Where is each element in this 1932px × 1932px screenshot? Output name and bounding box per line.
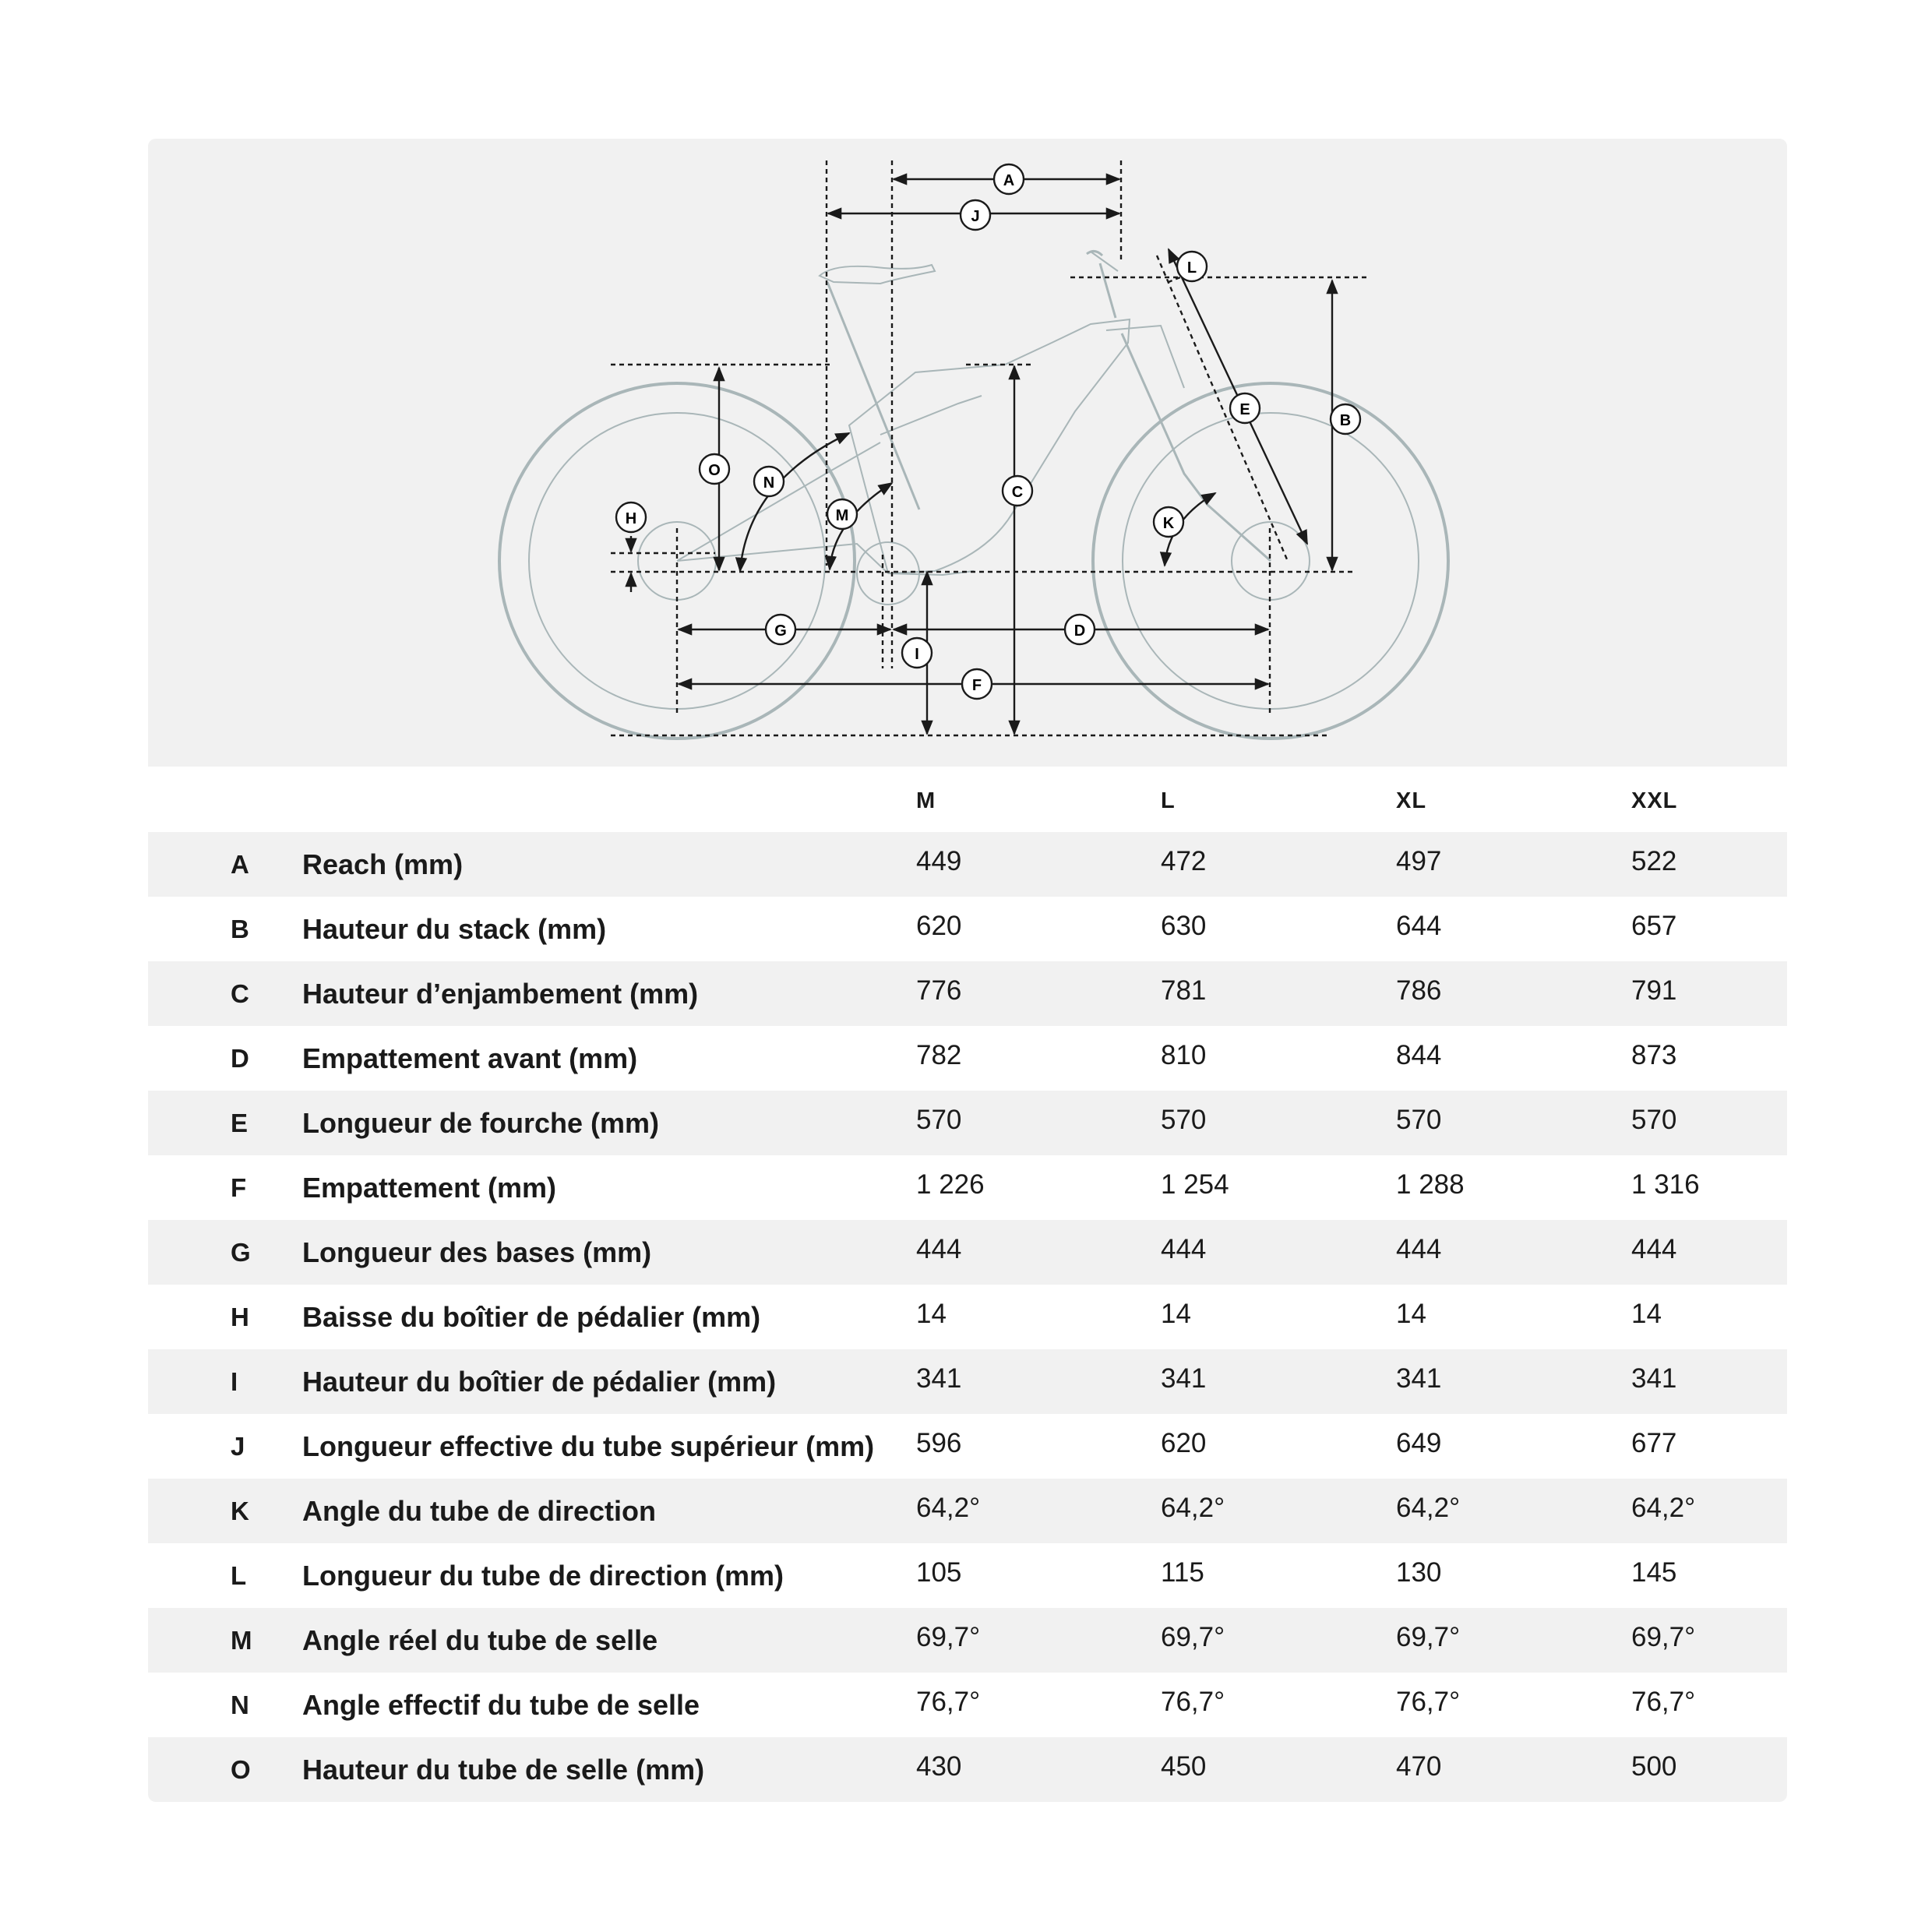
row-label: Hauteur du tube de selle (mm): [302, 1754, 705, 1786]
svg-text:D: D: [1074, 622, 1086, 640]
row-value: 782: [916, 1040, 962, 1070]
row-value: 444: [1161, 1234, 1207, 1264]
row-value: 620: [1161, 1428, 1207, 1458]
row-label: Reach (mm): [302, 848, 464, 880]
svg-text:F: F: [971, 677, 982, 694]
row-value: 130: [1396, 1557, 1442, 1588]
row-letter: K: [231, 1497, 249, 1525]
row-value: 810: [1161, 1040, 1207, 1070]
geometry-table: [148, 767, 1787, 1802]
row-value: 620: [916, 911, 962, 941]
row-letter: O: [231, 1755, 251, 1784]
row-value: 649: [1396, 1428, 1442, 1458]
row-value: 430: [916, 1751, 962, 1782]
row-value: 570: [1161, 1105, 1207, 1135]
row-value: 786: [1396, 975, 1442, 1006]
marker-b: [1331, 404, 1360, 434]
row-label: Angle du tube de direction: [302, 1495, 657, 1527]
bike-silhouette: [499, 251, 1448, 739]
row-value: 596: [916, 1428, 962, 1458]
table-header: [148, 767, 1787, 832]
svg-text:N: N: [763, 474, 775, 492]
row-value: 76,7°: [1396, 1687, 1461, 1717]
row-value: 1 226: [916, 1169, 985, 1200]
row-letter: D: [231, 1044, 249, 1073]
row-value: 115: [1161, 1557, 1204, 1588]
column-header: M: [916, 788, 936, 813]
marker-m: [827, 499, 857, 529]
table-row: [148, 1737, 1787, 1802]
row-label: Longueur de fourche (mm): [302, 1107, 659, 1139]
row-label: Hauteur du stack (mm): [302, 913, 607, 945]
row-value: 570: [1396, 1105, 1442, 1135]
table-row: [148, 832, 1787, 897]
table-row: [148, 897, 1787, 961]
row-value: 657: [1631, 911, 1677, 941]
marker-c: [1003, 476, 1032, 506]
row-value: 470: [1396, 1751, 1442, 1782]
marker-a: [994, 164, 1024, 194]
dimension-lines: [611, 160, 1367, 735]
row-label: Angle réel du tube de selle: [302, 1624, 658, 1656]
row-value: 630: [1161, 911, 1207, 941]
geometry-diagram-panel: [148, 139, 1787, 767]
table-row: [148, 1543, 1787, 1608]
table-row: [148, 1091, 1787, 1155]
row-letter: M: [231, 1626, 252, 1655]
row-value: 14: [1161, 1299, 1191, 1329]
row-value: 570: [1631, 1105, 1677, 1135]
row-value: 776: [916, 975, 962, 1006]
row-label: Longueur effective du tube supérieur (mm): [302, 1430, 875, 1462]
row-value: 64,2°: [1631, 1493, 1696, 1523]
row-letter: J: [231, 1432, 245, 1461]
marker-o: [700, 454, 729, 484]
row-value: 69,7°: [1631, 1622, 1696, 1652]
row-value: 76,7°: [916, 1687, 981, 1717]
row-label: Baisse du boîtier de pédalier (mm): [302, 1301, 761, 1333]
row-letter: A: [231, 850, 249, 879]
row-label: Longueur des bases (mm): [302, 1236, 652, 1268]
svg-text:E: E: [1239, 401, 1250, 418]
row-value: 69,7°: [916, 1622, 981, 1652]
bike-geometry-diagram: [148, 139, 1787, 767]
row-letter: I: [231, 1367, 238, 1396]
row-label: Empattement (mm): [302, 1172, 557, 1204]
row-label: Empattement avant (mm): [302, 1042, 638, 1074]
svg-text:A: A: [1003, 172, 1015, 189]
svg-text:J: J: [971, 208, 980, 225]
row-value: 76,7°: [1631, 1687, 1696, 1717]
svg-text:G: G: [774, 622, 787, 640]
row-letter: F: [231, 1173, 247, 1202]
row-value: 76,7°: [1161, 1687, 1225, 1717]
marker-h: [616, 502, 646, 532]
dimension-arrows: [631, 179, 1332, 734]
column-header: XL: [1396, 788, 1427, 813]
svg-text:B: B: [1339, 412, 1352, 429]
marker-i: [902, 638, 932, 668]
row-value: 341: [1396, 1363, 1442, 1394]
row-value: 644: [1396, 911, 1442, 941]
svg-text:H: H: [625, 510, 637, 527]
marker-l: [1177, 252, 1207, 281]
table-row: [148, 1673, 1787, 1737]
svg-text:O: O: [708, 462, 721, 479]
row-label: Angle effectif du tube de selle: [302, 1689, 700, 1721]
row-value: 444: [1631, 1234, 1677, 1264]
marker-k: [1154, 507, 1183, 537]
table-row: [148, 1026, 1787, 1091]
marker-j: [961, 200, 990, 230]
row-value: 472: [1161, 846, 1207, 876]
row-value: 69,7°: [1161, 1622, 1225, 1652]
marker-d: [1065, 615, 1095, 644]
row-value: 522: [1631, 846, 1677, 876]
row-label: Longueur du tube de direction (mm): [302, 1560, 784, 1592]
row-value: 64,2°: [916, 1493, 981, 1523]
row-value: 64,2°: [1396, 1493, 1461, 1523]
row-letter: G: [231, 1238, 251, 1267]
svg-text:I: I: [915, 646, 919, 663]
row-value: 1 254: [1161, 1169, 1229, 1200]
row-value: 14: [916, 1299, 947, 1329]
marker-e: [1230, 393, 1260, 423]
row-label: Hauteur du boîtier de pédalier (mm): [302, 1366, 777, 1398]
table-row: [148, 1414, 1787, 1479]
row-value: 449: [916, 846, 962, 876]
table-row: [148, 1349, 1787, 1414]
row-label: Hauteur d’enjambement (mm): [302, 978, 699, 1010]
table-body: [148, 832, 1787, 1802]
row-value: 444: [916, 1234, 962, 1264]
row-letter: N: [231, 1690, 249, 1719]
row-value: 105: [916, 1557, 962, 1588]
row-value: 450: [1161, 1751, 1207, 1782]
svg-text:K: K: [1162, 515, 1175, 532]
row-letter: B: [231, 915, 249, 943]
row-letter: L: [231, 1561, 247, 1590]
row-value: 791: [1631, 975, 1677, 1006]
table-row: [148, 1608, 1787, 1673]
row-letter: E: [231, 1109, 249, 1137]
row-value: 844: [1396, 1040, 1442, 1070]
marker-g: [766, 615, 795, 644]
row-letter: H: [231, 1303, 249, 1331]
row-value: 1 288: [1396, 1169, 1465, 1200]
row-value: 145: [1631, 1557, 1677, 1588]
row-value: 64,2°: [1161, 1493, 1225, 1523]
row-value: 677: [1631, 1428, 1677, 1458]
row-value: 341: [1631, 1363, 1677, 1394]
marker-n: [754, 467, 784, 496]
row-value: 873: [1631, 1040, 1677, 1070]
row-value: 1 316: [1631, 1169, 1700, 1200]
svg-text:C: C: [1011, 484, 1024, 501]
dimension-markers: [616, 164, 1360, 699]
row-value: 570: [916, 1105, 962, 1135]
table-row: [148, 1479, 1787, 1543]
row-value: 341: [1161, 1363, 1207, 1394]
row-value: 444: [1396, 1234, 1442, 1264]
row-value: 500: [1631, 1751, 1677, 1782]
table-row: [148, 1155, 1787, 1220]
row-value: 14: [1631, 1299, 1662, 1329]
table-row: [148, 961, 1787, 1026]
row-value: 497: [1396, 846, 1442, 876]
row-value: 69,7°: [1396, 1622, 1461, 1652]
row-value: 14: [1396, 1299, 1426, 1329]
column-header: XXL: [1631, 788, 1678, 813]
table-row: [148, 1285, 1787, 1349]
svg-text:L: L: [1186, 259, 1197, 277]
row-letter: C: [231, 979, 249, 1008]
table-row: [148, 1220, 1787, 1285]
column-header: L: [1161, 788, 1176, 813]
row-value: 781: [1161, 975, 1207, 1006]
row-value: 341: [916, 1363, 962, 1394]
svg-text:M: M: [835, 507, 849, 524]
marker-f: [962, 669, 992, 699]
